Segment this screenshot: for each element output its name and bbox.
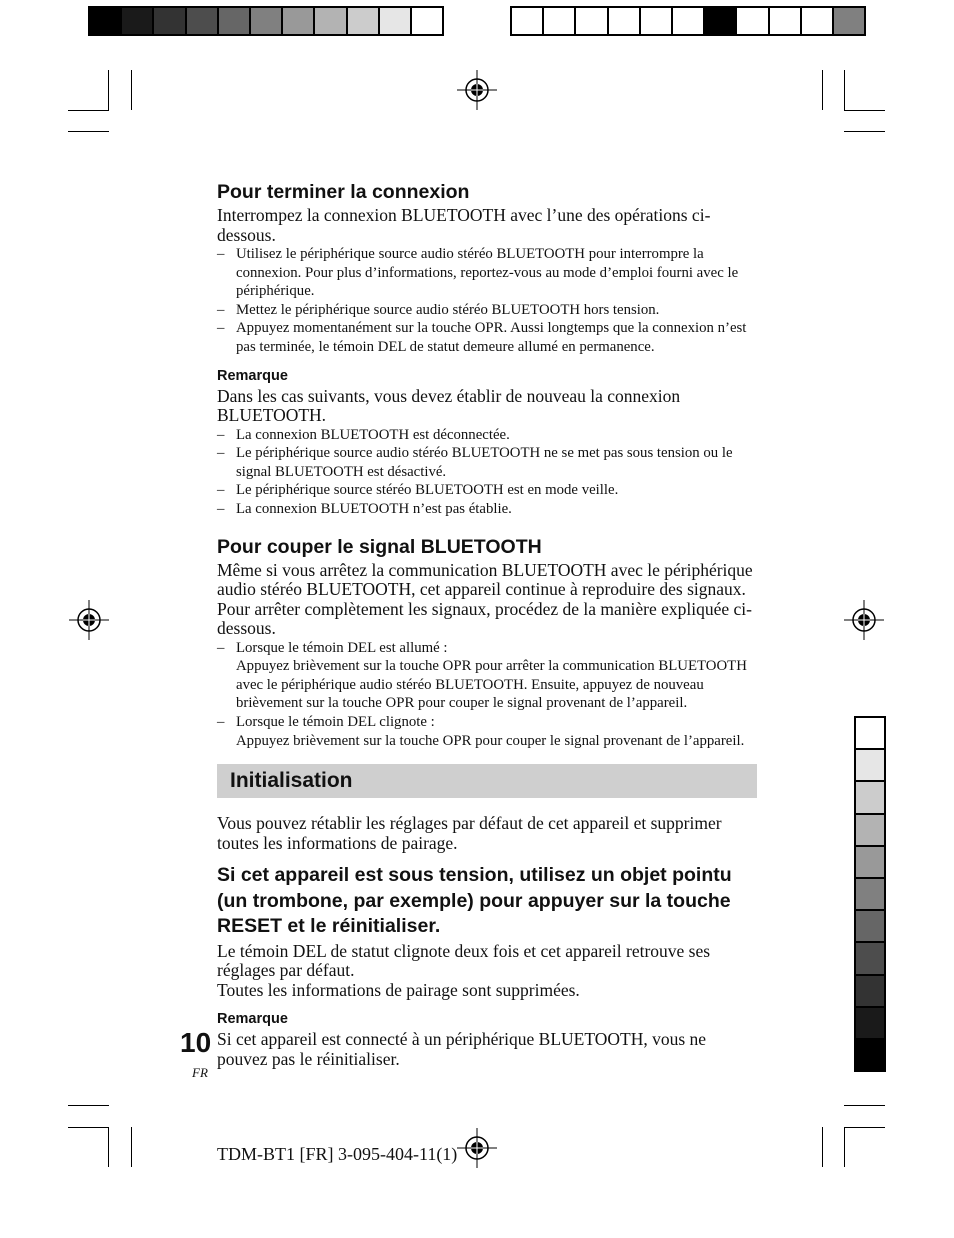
crop-mark [844,110,885,111]
document-code: TDM-BT1 [FR] 3-095-404-11(1) [217,1144,458,1164]
section-intro: Vous pouvez rétablir les réglages par défaut de cet appareil et supprimer toutes les informations de pairage. [217,813,722,853]
list-item [217,639,757,713]
list-item-detail: Appuyez brièvement sur la touche OPR pour arrêter la communication BLUETOOTH avec le périphérique audio stéréo BLUETOOTH. Ensuite, appuyez de nouveau brièvement sur la touche OPR pour couper le signal provenant de l’appareil. [236,658,747,712]
swatch [856,782,884,814]
list-item: – Le périphérique source stéréo BLUETOOTH est en mode veille. [217,481,757,500]
swatch [283,8,315,34]
registration-mark-icon [457,1128,497,1168]
section-intro: Même si vous arrêtez la communication BLUETOOTH avec le périphérique audio stéréo BLUETOOTH, cet appareil continue à reproduire des signaux. Pour arrêter complètement les signaux, procédez de la manière expliquée ci-dessous. [217,559,753,639]
crop-mark [68,131,109,132]
swatch [609,8,641,34]
registration-mark-icon [69,600,109,640]
swatch [705,8,737,34]
swatch [380,8,412,34]
color-calibration-bar-left [88,6,444,36]
registration-mark-icon [457,70,497,110]
swatch [512,8,544,34]
swatch [122,8,154,34]
step-text: Toutes les informations de pairage sont supprimées. [217,979,580,1000]
list-item-condition: – Lorsque le témoin DEL est allumé : [236,639,448,656]
bullet-list [217,245,757,357]
crop-mark [131,70,132,110]
list-item: – La connexion BLUETOOTH est déconnectée. [217,426,757,445]
page-content [217,180,757,1069]
swatch [348,8,380,34]
swatch [251,8,283,34]
list-item [217,713,757,750]
bullet-list [217,639,757,751]
crop-mark [822,1127,823,1167]
crop-mark [108,1127,109,1167]
crop-mark [844,131,885,132]
swatch [856,815,884,847]
swatch [856,750,884,782]
step-text: Le témoin DEL de statut clignote deux fois et cet appareil retrouve ses réglages par défaut. [217,940,711,981]
crop-mark [131,1127,132,1167]
section-heading: Initialisation [230,769,353,793]
list-item-condition: – Lorsque le témoin DEL clignote : [236,713,435,730]
swatch [856,976,884,1008]
crop-mark [68,1127,109,1128]
crop-mark [68,1105,109,1106]
swatch [856,1040,884,1070]
section-intro: Interrompez la connexion BLUETOOTH avec l’une des opérations ci-dessous. [217,205,711,245]
bullet-list [217,426,757,519]
page-number: 10 [180,1027,212,1058]
color-calibration-bar-side [854,716,886,1072]
section-title: Pour terminer la connexion [217,181,470,203]
note-text: Dans les cas suivants, vous devez établir de nouveau la connexion BLUETOOTH. [217,385,681,426]
swatch [412,8,442,34]
swatch [856,847,884,879]
list-item: – La connexion BLUETOOTH n’est pas établie. [217,500,757,519]
swatch [544,8,576,34]
swatch [576,8,608,34]
swatch [154,8,186,34]
crop-mark [108,70,109,110]
list-item: – Appuyez momentanément sur la touche OPR. Aussi longtemps que la connexion n’est pas terminée, le témoin DEL de statut demeure allumé en permanence. [217,319,757,356]
swatch [856,1008,884,1040]
swatch [737,8,769,34]
note-label: Remarque [217,1011,288,1028]
crop-mark [844,1105,885,1106]
step-title: Si cet appareil est sous tension, utilisez un objet pointu (un trombone, par exemple) pour appuyer sur la touche RESET et le réinitialiser. [217,864,732,938]
swatch [673,8,705,34]
list-item-detail: Appuyez brièvement sur la touche OPR pour couper le signal provenant de l’appareil. [236,732,745,749]
crop-mark [68,110,109,111]
list-item: – Mettez le périphérique source audio stéréo BLUETOOTH hors tension. [217,301,757,320]
section-title: Pour couper le signal BLUETOOTH [217,535,542,558]
swatch [856,718,884,750]
swatch [834,8,864,34]
swatch [856,879,884,911]
section-heading-band [217,764,757,798]
swatch [90,8,122,34]
swatch [856,943,884,975]
crop-mark [844,70,845,110]
crop-mark [844,1127,845,1167]
note-text: Si cet appareil est connecté à un périphérique BLUETOOTH, vous ne pouvez pas le réinitialiser. [217,1029,707,1069]
swatch [219,8,251,34]
crop-mark [822,70,823,110]
crop-mark [844,1127,885,1128]
registration-mark-icon [844,600,884,640]
page-language: FR [192,1065,208,1080]
list-item: – Le périphérique source audio stéréo BLUETOOTH ne se met pas sous tension ou le signal BLUETOOTH est désactivé. [217,444,757,481]
swatch [856,911,884,943]
swatch [770,8,802,34]
swatch [641,8,673,34]
swatch [187,8,219,34]
list-item: – Utilisez le périphérique source audio stéréo BLUETOOTH pour interrompre la connexion. Pour plus d’informations, reportez-vous au mode d’emploi fourni avec le périphérique. [217,245,757,301]
swatch [802,8,834,34]
note-label: Remarque [217,367,288,384]
swatch [315,8,347,34]
color-calibration-bar-right [510,6,866,36]
